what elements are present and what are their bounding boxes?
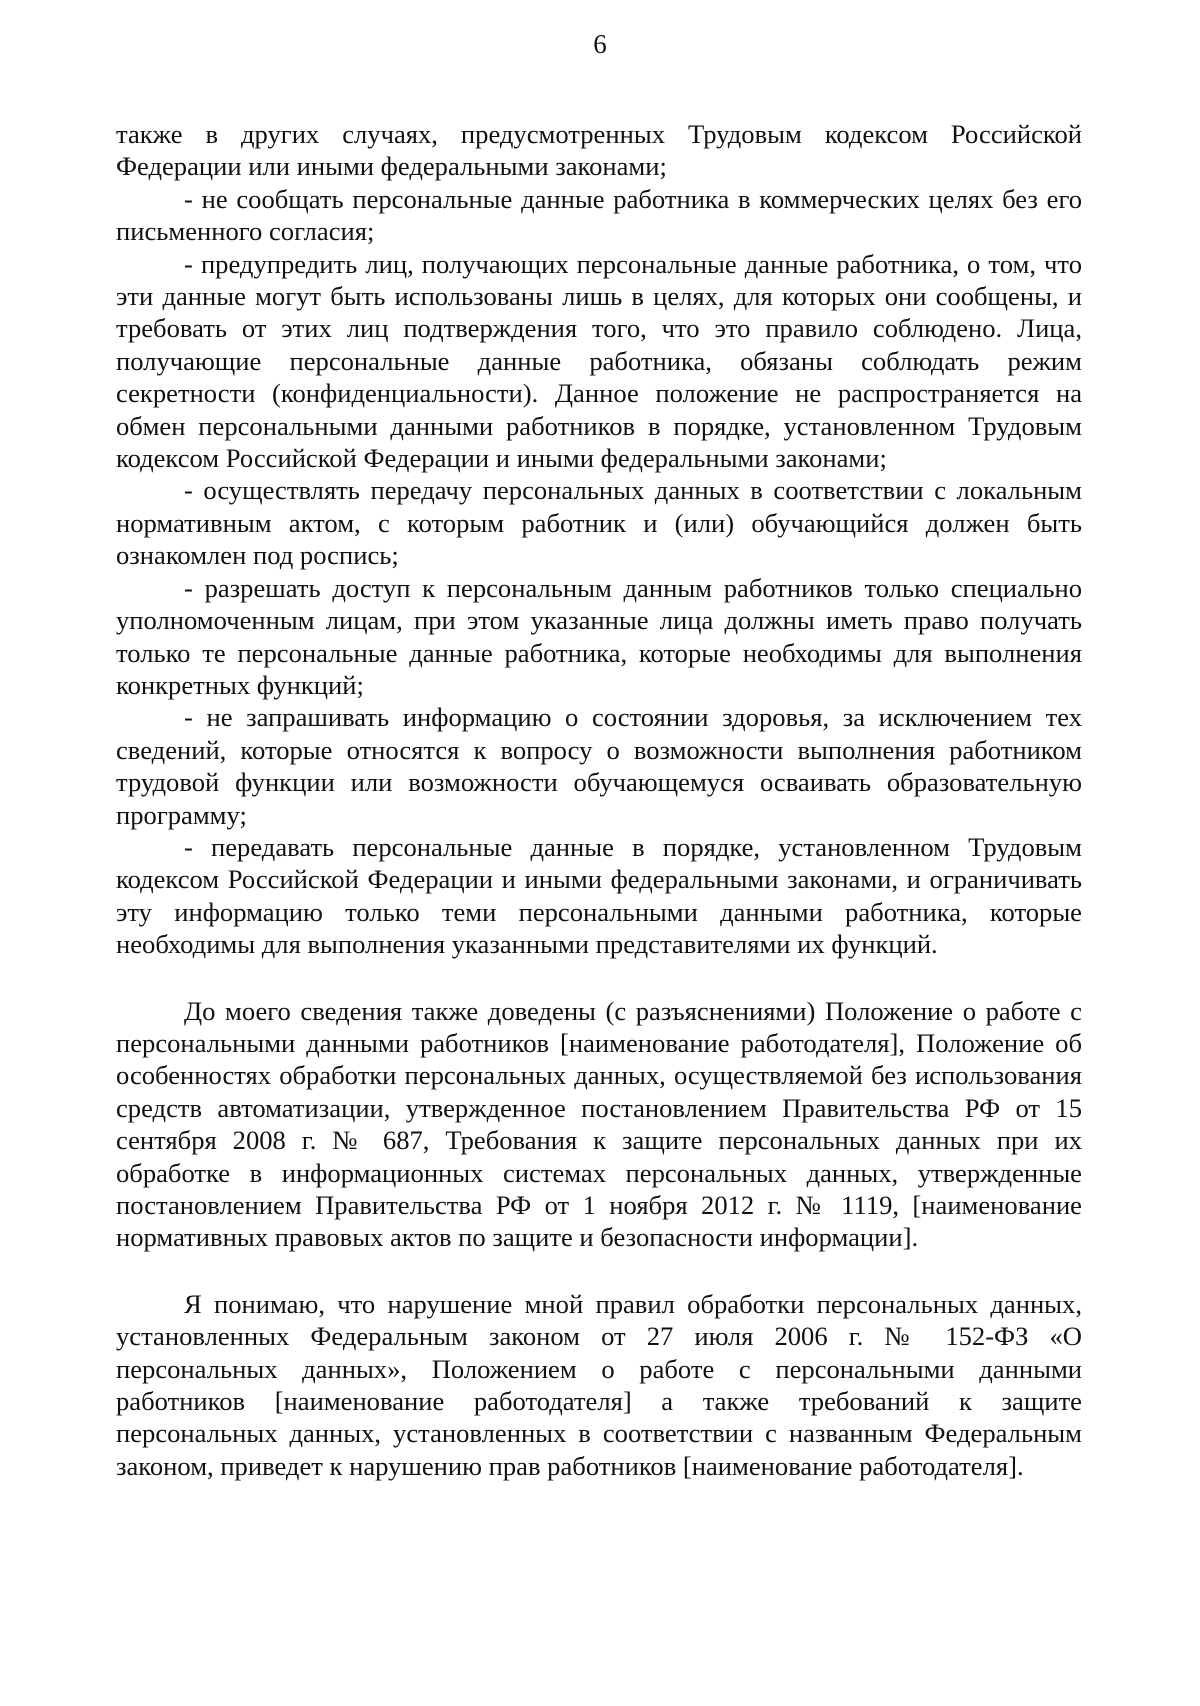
- paragraph-continuation: также в других случаях, предусмотренных Трудовым кодексом Российской Федерации или иными федеральными законами;: [116, 119, 1082, 182]
- list-item-transfer-local-act: - осуществлять передачу персональных данных в соответствии с локальным нормативным актом, с которым работник и (или) обучающийся должен быть ознакомлен под роспись;: [116, 475, 1082, 571]
- list-item-warn-recipients: - предупредить лиц, получающих персональные данные работника, о том, что эти данные могут быть использованы лишь в целях, для которых они сообщены, и требовать от этих лиц подтверждения того, что это правило соблюдено. Лица, получающие персональные данные работника, обязаны соблюдать режим секретности (конфиденциальности). Данное положение не распространяется на обмен персональными данными работников в порядке, установленном Трудовым кодексом Российской Федерации и иными федеральными законами;: [116, 248, 1082, 474]
- list-item-health-information: - не запрашивать информацию о состоянии здоровья, за исключением тех сведений, которые относятся к вопросу о возможности выполнения работником трудовой функции или возможности обучающемуся осваивать образовательную программу;: [116, 702, 1082, 830]
- list-item-transfer-by-law: - передавать персональные данные в порядке, установленном Трудовым кодексом Российской Федерации и иными федеральными законами, и ограничивать эту информацию только теми персональными данными работника, которые необходимы для выполнения указанными представителями их функций.: [116, 831, 1082, 960]
- document-body: [116, 118, 1082, 1482]
- paragraph-understanding-violation: Я понимаю, что нарушение мной правил обработки персональных данных, установленных Федеральным законом от 27 июля 2006 г. № 152-ФЗ «О персональных данных», Положением о работе с персональными данными работников [наименование работодателя] а также требований к защите персональных данных, установленных в соответствии с названным Федеральным законом, приведет к нарушению прав работников [наименование работодателя].: [116, 1288, 1082, 1481]
- paragraph-acknowledged-regulations: До моего сведения также доведены (с разъяснениями) Положение о работе с персональными данными работников [наименование работодателя], Положение об особенностях обработки персональных данных, осуществляемой без использования средств автоматизации, утвержденное постановлением Правительства РФ от 15 сентября 2008 г. № 687, Требования к защите персональных данных при их обработке в информационных системах персональных данных, утвержденные постановлением Правительства РФ от 1 ноября 2012 г. № 1119, [наименование нормативных правовых актов по защите и безопасности информации].: [116, 995, 1082, 1253]
- list-item-authorized-access: - разрешать доступ к персональным данным работников только специально уполномоченным лицам, при этом указанные лица должны иметь право получать только те персональные данные работника, которые необходимы для выполнения конкретных функций;: [116, 572, 1082, 700]
- paragraph-spacer: [116, 1254, 1082, 1288]
- page-number: 6: [593, 29, 607, 59]
- paragraph-spacer: [116, 961, 1082, 995]
- list-item-commercial-purposes: - не сообщать персональные данные работника в коммерческих целях без его письменного согласия;: [116, 183, 1082, 247]
